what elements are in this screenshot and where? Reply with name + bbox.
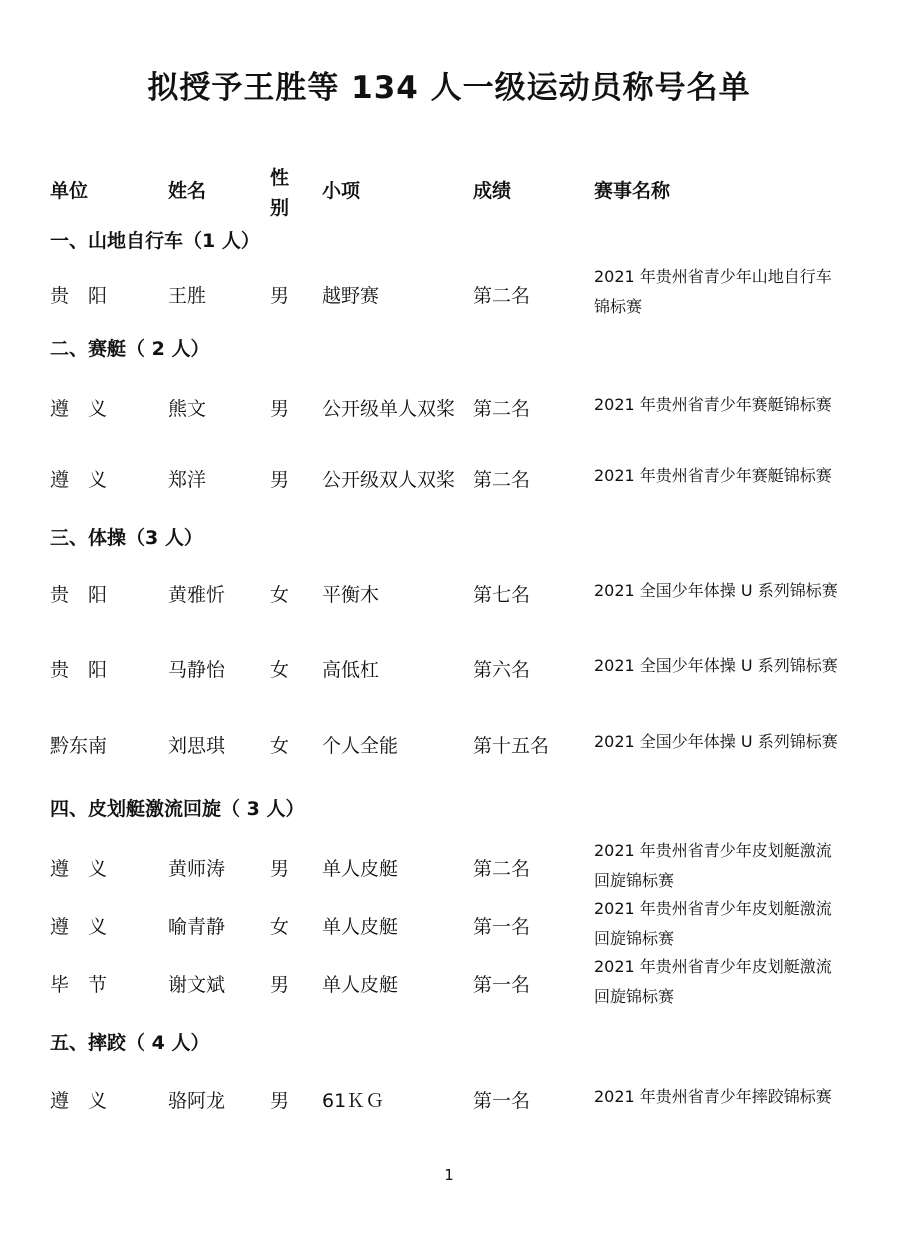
cell-name: 郑洋 bbox=[168, 469, 207, 491]
cell-name: 熊文 bbox=[168, 398, 207, 420]
cell-gender: 女 bbox=[270, 659, 290, 681]
cell-gender: 男 bbox=[270, 974, 290, 996]
section-title: 一、山地自行车（1 人） bbox=[50, 230, 260, 252]
cell-event: 公开级单人双桨 bbox=[322, 398, 456, 420]
header-unit: 单位 bbox=[50, 180, 89, 202]
cell-event: 单人皮艇 bbox=[322, 858, 399, 880]
header-name: 姓名 bbox=[168, 180, 207, 202]
cell-competition-line1: 2021 年贵州省青少年摔跤锦标赛 bbox=[594, 1087, 832, 1106]
cell-competition-line1: 2021 年贵州省青少年皮划艇激流 bbox=[594, 841, 832, 860]
cell-event: 单人皮艇 bbox=[322, 974, 399, 996]
cell-unit: 遵 义 bbox=[50, 858, 108, 880]
cell-gender: 男 bbox=[270, 285, 290, 307]
cell-competition-line1: 2021 年贵州省青少年皮划艇激流 bbox=[594, 899, 832, 918]
cell-name: 黄师涛 bbox=[168, 858, 226, 880]
header-result: 成绩 bbox=[473, 180, 512, 202]
cell-name: 骆阿龙 bbox=[168, 1090, 226, 1112]
cell-result: 第二名 bbox=[473, 285, 531, 307]
cell-name: 黄雅忻 bbox=[168, 584, 226, 606]
cell-result: 第二名 bbox=[473, 858, 531, 880]
cell-unit: 遵 义 bbox=[50, 1090, 108, 1112]
cell-competition-line1: 2021 全国少年体操 U 系列锦标赛 bbox=[594, 656, 838, 675]
section-title: 五、摔跤（ 4 人） bbox=[50, 1032, 210, 1054]
cell-result: 第一名 bbox=[473, 916, 531, 938]
header-event: 小项 bbox=[322, 180, 361, 202]
cell-name: 刘思琪 bbox=[168, 735, 226, 757]
cell-competition-line1: 2021 全国少年体操 U 系列锦标赛 bbox=[594, 581, 838, 600]
cell-event: 高低杠 bbox=[322, 659, 380, 681]
cell-competition-line2: 锦标赛 bbox=[594, 297, 643, 316]
header-gender-line1: 性 bbox=[270, 167, 290, 189]
cell-gender: 男 bbox=[270, 858, 290, 880]
cell-result: 第二名 bbox=[473, 469, 531, 491]
page-title: 拟授予王胜等 134 人一级运动员称号名单 bbox=[147, 70, 751, 106]
cell-unit: 贵 阳 bbox=[50, 584, 108, 606]
cell-result: 第一名 bbox=[473, 974, 531, 996]
cell-name: 谢文斌 bbox=[168, 974, 226, 996]
cell-gender: 男 bbox=[270, 1090, 290, 1112]
cell-unit: 毕 节 bbox=[50, 974, 108, 996]
cell-competition-line2: 回旋锦标赛 bbox=[594, 987, 675, 1006]
cell-unit: 遵 义 bbox=[50, 469, 108, 491]
cell-name: 马静怡 bbox=[168, 659, 226, 681]
cell-result: 第二名 bbox=[473, 398, 531, 420]
cell-event: 个人全能 bbox=[322, 735, 399, 757]
cell-unit: 遵 义 bbox=[50, 916, 108, 938]
cell-event: 越野赛 bbox=[322, 285, 380, 307]
cell-unit: 贵 阳 bbox=[50, 659, 108, 681]
cell-competition-line1: 2021 年贵州省青少年赛艇锦标赛 bbox=[594, 395, 832, 414]
cell-competition-line1: 2021 全国少年体操 U 系列锦标赛 bbox=[594, 732, 838, 751]
cell-unit: 遵 义 bbox=[50, 398, 108, 420]
cell-result: 第一名 bbox=[473, 1090, 531, 1112]
cell-competition-line1: 2021 年贵州省青少年皮划艇激流 bbox=[594, 957, 832, 976]
header-competition: 赛事名称 bbox=[594, 180, 671, 202]
section-title: 二、赛艇（ 2 人） bbox=[50, 338, 210, 360]
section-title: 三、体操（3 人） bbox=[50, 527, 203, 549]
cell-gender: 男 bbox=[270, 469, 290, 491]
cell-name: 王胜 bbox=[168, 285, 207, 307]
cell-unit: 黔东南 bbox=[50, 735, 108, 757]
cell-competition-line1: 2021 年贵州省青少年赛艇锦标赛 bbox=[594, 466, 832, 485]
cell-name: 喻青静 bbox=[168, 916, 226, 938]
cell-competition-line2: 回旋锦标赛 bbox=[594, 871, 675, 890]
cell-event: 单人皮艇 bbox=[322, 916, 399, 938]
cell-result: 第六名 bbox=[473, 659, 531, 681]
cell-competition-line2: 回旋锦标赛 bbox=[594, 929, 675, 948]
cell-gender: 男 bbox=[270, 398, 290, 420]
cell-result: 第十五名 bbox=[473, 735, 550, 757]
cell-unit: 贵 阳 bbox=[50, 285, 108, 307]
cell-event: 公开级双人双桨 bbox=[322, 469, 456, 491]
cell-event: 61ＫＧ bbox=[322, 1090, 385, 1112]
section-title: 四、皮划艇激流回旋（ 3 人） bbox=[50, 798, 305, 820]
cell-gender: 女 bbox=[270, 584, 290, 606]
cell-gender: 女 bbox=[270, 735, 290, 757]
cell-result: 第七名 bbox=[473, 584, 531, 606]
page-number: 1 bbox=[444, 1166, 454, 1184]
cell-competition-line1: 2021 年贵州省青少年山地自行车 bbox=[594, 267, 832, 286]
cell-event: 平衡木 bbox=[322, 584, 380, 606]
header-gender-line2: 别 bbox=[270, 197, 290, 219]
cell-gender: 女 bbox=[270, 916, 290, 938]
